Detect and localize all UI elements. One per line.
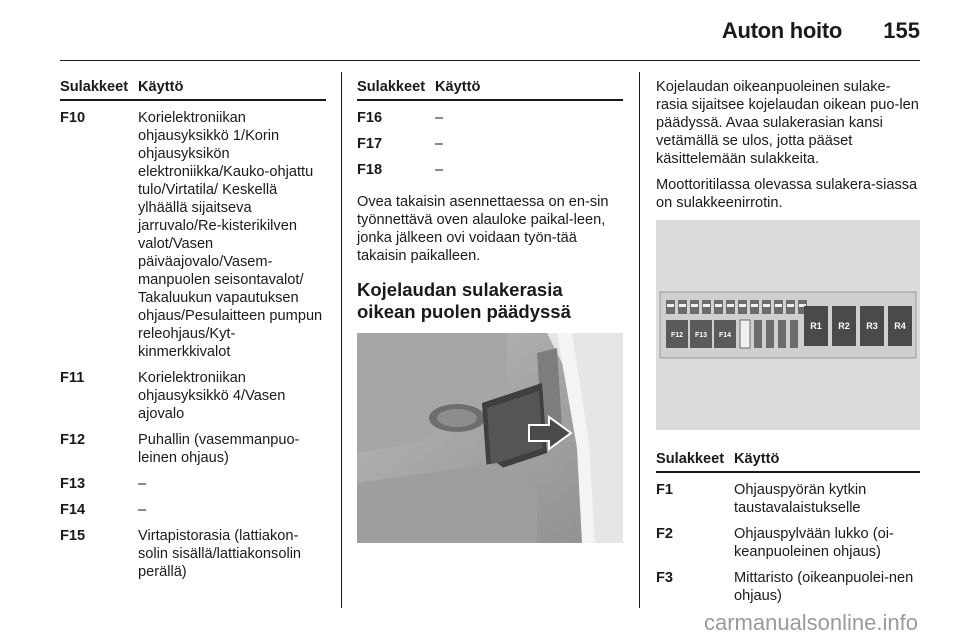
dashboard-fuse-box-photo (357, 333, 623, 543)
page-title: Auton hoito (721, 18, 842, 43)
fuse-row (60, 527, 326, 581)
fuse-row (60, 369, 326, 423)
fuse-code: F10 (60, 110, 86, 126)
fuse-usage: – (138, 502, 147, 518)
fuse-usage: Puhallin (vasemmanpuo-leinen ohjaus) (138, 432, 300, 466)
section-heading: Kojelaudan sulakerasia oikean puolen päädyssä (357, 279, 571, 322)
fuse-row (60, 475, 326, 493)
fuse-usage: Virtapistorasia (lattiakon-solin sisällä/lattiakonsolin perällä) (138, 528, 302, 580)
fuse-table-header (656, 450, 920, 473)
fuse-code: F3 (656, 570, 674, 586)
column-divider (341, 72, 342, 608)
fuse-row (656, 481, 920, 517)
fuse-usage: – (435, 110, 444, 126)
relay-label-r4: R4 (894, 321, 906, 331)
usage-column-header: Käyttö (734, 451, 780, 467)
fuse-row (60, 431, 326, 467)
fuse-code: F2 (656, 526, 674, 542)
fuse-label-f13: F13 (694, 332, 708, 339)
fuse-row (60, 109, 326, 361)
fuse-usage: Korielektroniikan ohjausyksikkö 1/Korin ohjausyksikön elektroniikka/Kauko-ohjattu tulo/Virtatila/ Keskellä ylhäällä sijaitseva jarruvalo/Re-kisterikilven valot/Vasen päiväajovalo/Vasem-manpuolen seisontavalot/ Takaluukun vapautuksen ohjaus/Pesulaitteen pumpun releohjaus/Kyt-kinmerkkivalot (138, 110, 323, 360)
fuse-code: F17 (357, 136, 383, 152)
fuse-row (357, 109, 623, 127)
relay-label-r2: R2 (838, 321, 850, 331)
usage-column-header: Käyttö (138, 79, 184, 95)
fuse-box-location-paragraph: Kojelaudan oikeanpuoleinen sulake-rasia sijaitsee kojelaudan oikean puo-len päädyssä. Avaa sulakerasian kansi vetämällä se ulos, jotta pääset käsittelemään sulakkeita. (656, 79, 919, 167)
fuse-usage: Ohjauspylvään lukko (oi-keanpuoleinen ohjaus) (734, 526, 894, 560)
fuse-row (656, 569, 920, 605)
usage-column-header: Käyttö (435, 79, 481, 95)
column-1 (60, 78, 326, 581)
fuse-row (357, 135, 623, 153)
fuse-usage: Ohjauspyörän kytkin taustavalaistukselle (734, 482, 867, 516)
door-refit-paragraph: Ovea takaisin asennettaessa on en-sin työnnettävä oven alauloke paikal-leen, jonka jälkeen ovi voidaan työn-tää takaisin paikalleen. (357, 194, 609, 264)
column-divider (639, 72, 640, 608)
fuse-code: F15 (60, 528, 86, 544)
fuse-usage: Korielektroniikan ohjausyksikkö 4/Vasen ajovalo (138, 370, 286, 422)
fuse-column-header: Sulakkeet (357, 79, 426, 95)
watermark: carmanualsonline.info (703, 610, 918, 635)
header-rule (60, 60, 920, 61)
fuse-column-header: Sulakkeet (656, 451, 725, 467)
fuse-usage: – (138, 476, 147, 492)
fuse-code: F16 (357, 110, 383, 126)
fuse-label-f14: F14 (718, 332, 732, 339)
fuse-row (656, 525, 920, 561)
fuse-usage: – (435, 136, 444, 152)
column-2 (357, 78, 623, 543)
fuse-usage: – (435, 162, 444, 178)
fuse-puller-paragraph: Moottoritilassa olevassa sulakera-siassa on sulakkeenirrotin. (656, 177, 918, 211)
fuse-column-header: Sulakkeet (60, 79, 129, 95)
fuse-label-f12: F12 (670, 332, 684, 339)
fuse-code: F1 (656, 482, 674, 498)
relay-label-r3: R3 (866, 321, 878, 331)
page-number: 155 (883, 18, 920, 43)
fuse-row (60, 501, 326, 519)
fuse-table-header (357, 78, 623, 101)
fuse-code: F11 (60, 370, 85, 386)
fuse-table-header (60, 78, 326, 101)
fuse-code: F12 (60, 432, 86, 448)
fuse-code: F18 (357, 162, 383, 178)
fuse-usage: Mittaristo (oikeanpuolei-nen ohjaus) (734, 570, 914, 604)
relay-label-r1: R1 (810, 321, 822, 331)
fuse-box-diagram (656, 220, 920, 430)
page-header (0, 0, 960, 60)
fuse-row (357, 161, 623, 179)
fuse-code: F14 (60, 502, 86, 518)
column-3 (656, 78, 920, 605)
fuse-code: F13 (60, 476, 86, 492)
